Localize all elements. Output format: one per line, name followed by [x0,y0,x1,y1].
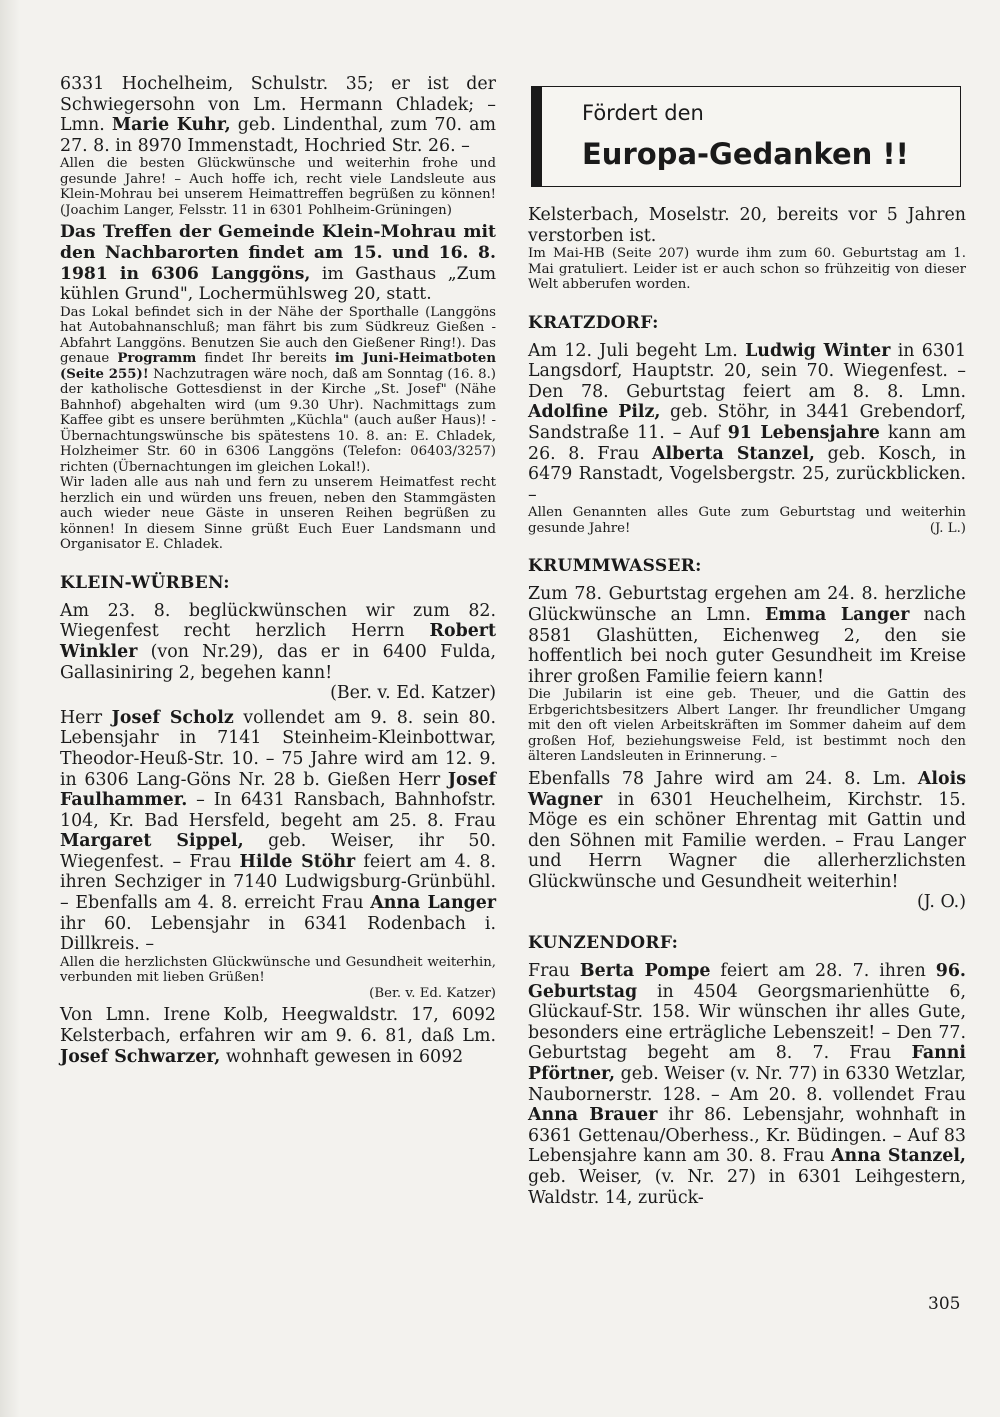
text-paragraph: Zum 78. Geburtstag ergehen am 24. 8. herzliche Glückwünsche an Lmn. Emma Langer nach 8581 Glashütten, Eichenweg 2, den sie hoffentlich bei noch guter Gesundheit im Kreise ihrer großen Familie feiern kann! [528,584,966,687]
ad-line-1: Fördert den [582,101,704,125]
europa-advertisement [531,86,961,187]
text-paragraph: Von Lmn. Irene Kolb, Heegwaldstr. 17, 6092 Kelsterbach, erfahren wir am 9. 6. 81, daß Lm. Josef Schwarzer, wohnhaft gewesen in 6092 [60,1005,496,1067]
text-paragraph: Im Mai-HB (Seite 207) wurde ihm zum 60. Geburtstag am 1. Mai gratuliert. Leider ist er auch schon so frühzeitig von dieser Welt abberufen worden. [528,246,966,293]
text-paragraph: 6331 Hochelheim, Schulstr. 35; er ist der Schwiegersohn von Lm. Hermann Chladek; – Lmn. Marie Kuhr, geb. Lindenthal, zum 70. am 27. 8. in 8970 Immenstadt, Hochried Str. 26. – [60,74,496,156]
section-heading: KRUMMWASSER: [528,556,702,577]
section-heading: KLEIN-WÜRBEN: [60,572,230,593]
text-paragraph: Allen die besten Glückwünsche und weiterhin frohe und gesunde Jahre! – Auch hoffe ich, recht viele Landsleute aus Klein-Mohrau bei unserem Heimattreffen begrüßen zu können! (Joachim Langer, Felsstr. 11 in 6301 Pohlheim-Grüningen) [60,156,496,218]
text-paragraph: Am 23. 8. beglückwünschen wir zum 82. Wiegenfest recht herzlich Herrn Robert Winkler (von Nr.29), das er in 6400 Fulda, Gallasiniring 2, begehen kann! [60,600,496,683]
scan-edge-shadow [0,0,20,1417]
signature: (Ber. v. Ed. Katzer) [369,985,496,1001]
text-paragraph: Allen die herzlichsten Glückwünsche und Gesundheit weiterhin, verbunden mit lieben Grüßen! [60,954,496,986]
signature: (J. O.) [916,892,966,913]
text-paragraph: Frau Berta Pompe feiert am 28. 7. ihren 96. Geburtstag in 4504 Georgsmarienhütte 6, Glückauf-Str. 158. Wir wünschen ihr alles Gute, besonders eine erträgliche Lebenszeit! – Den 77. Geburtstag begeht am 8. 7. Frau Fanni Pförtner, geb. Weiser (v. Nr. 77) in 6330 Wetzlar, Naubornerstr. 128. – Am 20. 8. vollendet Frau Anna Brauer ihr 86. Lebensjahr, wohnhaft in 6361 Gettenau/Oberhess., Kr. Büdingen. – Auf 83 Lebensjahre kann am 30. 8. Frau Anna Stanzel, geb. Weiser, (v. Nr. 27) in 6301 Leihgestern, Waldstr. 14, zurück- [528,961,966,1208]
signature: (Ber. v. Ed. Katzer) [330,683,496,704]
text-paragraph: Wir laden alle aus nah und fern zu unserem Heimatfest recht herzlich ein und würden uns freuen, neben den Stammgästen auch wieder neue Gäste in unseren Reihen begrüßen zu können! In diesem Sinne grüßt Euch Euer Landsmann und Organisator E. Chladek. [60,475,496,553]
text-paragraph: Herr Josef Scholz vollendet am 9. 8. sein 80. Lebensjahr in 7141 Steinheim-Kleinbottwar, Theodor-Heuß-Str. 10. – 75 Jahre wird am 12. 9. in 6306 Lang-Göns Nr. 28 b. Gießen Herr Josef Faulhammer. – In 6431 Ransbach, Bahnhofstr. 104, Kr. Bad Hersfeld, begeht am 25. 8. Frau Margaret Sippel, geb. Weiser, ihr 50. Wiegenfest. – Frau Hilde Stöhr feiert am 4. 8. ihren Sechziger in 7140 Ludwigsburg-Grünbühl. – Ebenfalls am 4. 8. erreicht Frau Anna Langer ihr 60. Lebensjahr in 6341 Rodenbach i. Dillkreis. – [60,707,497,955]
right-column [528,205,966,1208]
left-column [60,74,496,1067]
text-paragraph: Ebenfalls 78 Jahre wird am 24. 8. Lm. Alois Wagner in 6301 Heuchelheim, Kirchstr. 15. Möge es ein schöner Ehrentag mit Gattin und den Söhnen mit Familie werden. – Frau Langer und Herrn Wagner die allerherzlichsten Glückwünsche und Gesundheit weiterhin! [528,768,966,892]
text-paragraph: Das Lokal befindet sich in der Nähe der Sporthalle (Langgöns hat Autobahnanschluß; man fährt bis zum Südkreuz Gießen - Abfahrt Langgöns. Benutzen Sie auch den Gießener Ring!). Das genaue Programm findet Ihr bereits im Juni-Heimatboten (Seite 255)! Nachzutragen wäre noch, daß am Sonntag (16. 8.) der katholische Gottesdienst in der Kirche „St. Josef" (Nähe Bahnhof) abgehalten wird (um 9.30 Uhr). Nachmittags zum Kaffee gibt es unsere berühmten „Küchla" (auch außer Haus)! - Übernachtungswünsche bis spätestens 10. 8. an: E. Chladek, Holzheimer Str. 60 in 6306 Langgöns (Telefon: 06403/3257) richten (Übernachtungen im gleichen Lokal!). [60,304,496,475]
section-heading: KUNZENDORF: [528,933,679,954]
page-number: 305 [928,1294,961,1314]
text-paragraph: Die Jubilarin ist eine geb. Theuer, und die Gattin des Erbgerichtsbesitzers Albert Langer. Ihr freundlicher Umgang mit den oft vielen Arbeitskräften im Sommer daheim auf dem großen Hof, beziehungsweise Feld, ist bestimmt noch den älteren Landsleuten in Erinnerung. – [528,687,966,765]
text-paragraph: Allen Genannten alles Gute zum Geburtstag und weiterhin gesunde Jahre! (J. L.) [528,505,966,536]
section-heading: KRATZDORF: [528,312,659,333]
ad-line-2: Europa-Gedanken !! [582,137,909,171]
meeting-announcement: Das Treffen der Gemeinde Klein-Mohrau mit den Nachbarorten findet am 15. und 16. 8. 1981 in 6306 Langgöns, im Gasthaus „Zum kühlen Grund", Lochermühlsweg 20, statt. [60,222,496,305]
text-paragraph: Kelsterbach, Moselstr. 20, bereits vor 5 Jahren verstorben ist. [528,205,966,246]
text-paragraph: Am 12. Juli begeht Lm. Ludwig Winter in 6301 Langsdorf, Hauptstr. 20, sein 70. Wiegenfest. – Den 78. Geburtstag feiert am 8. 8. Lmn. Adolfine Pilz, geb. Stöhr, in 3441 Grebendorf, Sandstraße 11. – Auf 91 Lebensjahre kann am 26. 8. Frau Alberta Stanzel, geb. Kosch, in 6479 Ranstadt, Vogelsbergstr. 25, zurückblicken. – [528,340,967,505]
